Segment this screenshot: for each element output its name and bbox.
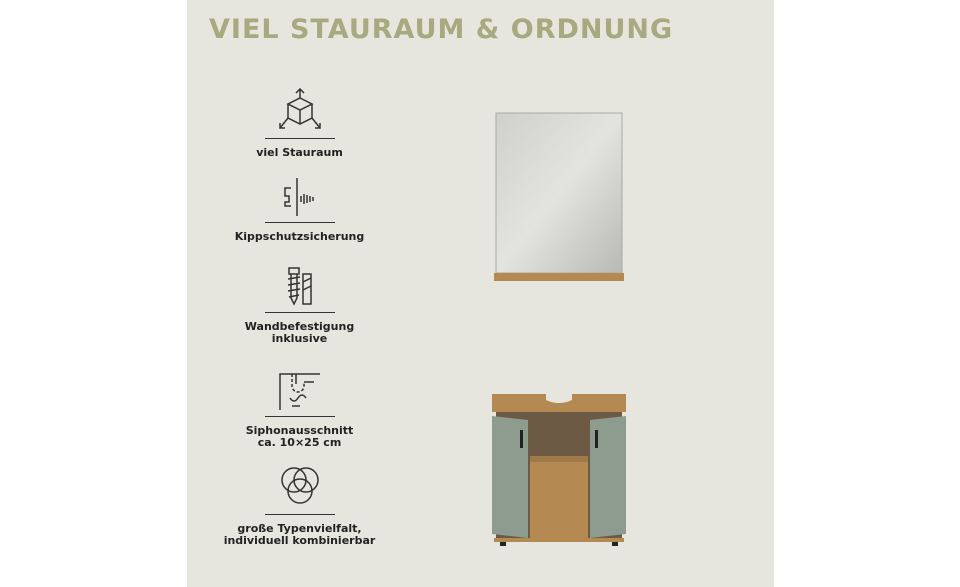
circles-icon	[274, 464, 326, 510]
feature-siphon	[217, 368, 382, 449]
feature-label: Siphonausschnitt	[245, 424, 354, 437]
page-title: VIEL STAURAUM & ORDNUNG	[209, 14, 674, 45]
feature-label: viel Stauraum	[256, 146, 343, 159]
siphon-icon	[274, 368, 326, 412]
product-panel	[187, 0, 774, 587]
divider	[265, 416, 335, 417]
feature-variety	[217, 464, 382, 547]
feature-label: inklusive	[271, 332, 328, 345]
feature-label: Wandbefestigung	[244, 320, 355, 333]
divider	[265, 138, 335, 139]
feature-wall-mount	[217, 266, 382, 345]
feature-storage	[217, 88, 382, 159]
divider	[265, 222, 335, 223]
feature-anti-tip	[217, 176, 382, 243]
feature-label: ca. 10×25 cm	[257, 436, 342, 449]
vanity-unit-image	[490, 392, 628, 546]
feature-label: individuell kombinierbar	[223, 534, 376, 547]
divider	[265, 312, 335, 313]
feature-label: große Typenvielfalt,	[237, 522, 362, 535]
box-icon	[275, 88, 325, 134]
anti-tip-icon	[275, 176, 325, 218]
screw-dowel-icon	[275, 266, 325, 308]
divider	[265, 514, 335, 515]
mirror-image	[494, 111, 624, 281]
feature-label: Kippschutzsicherung	[234, 230, 365, 243]
